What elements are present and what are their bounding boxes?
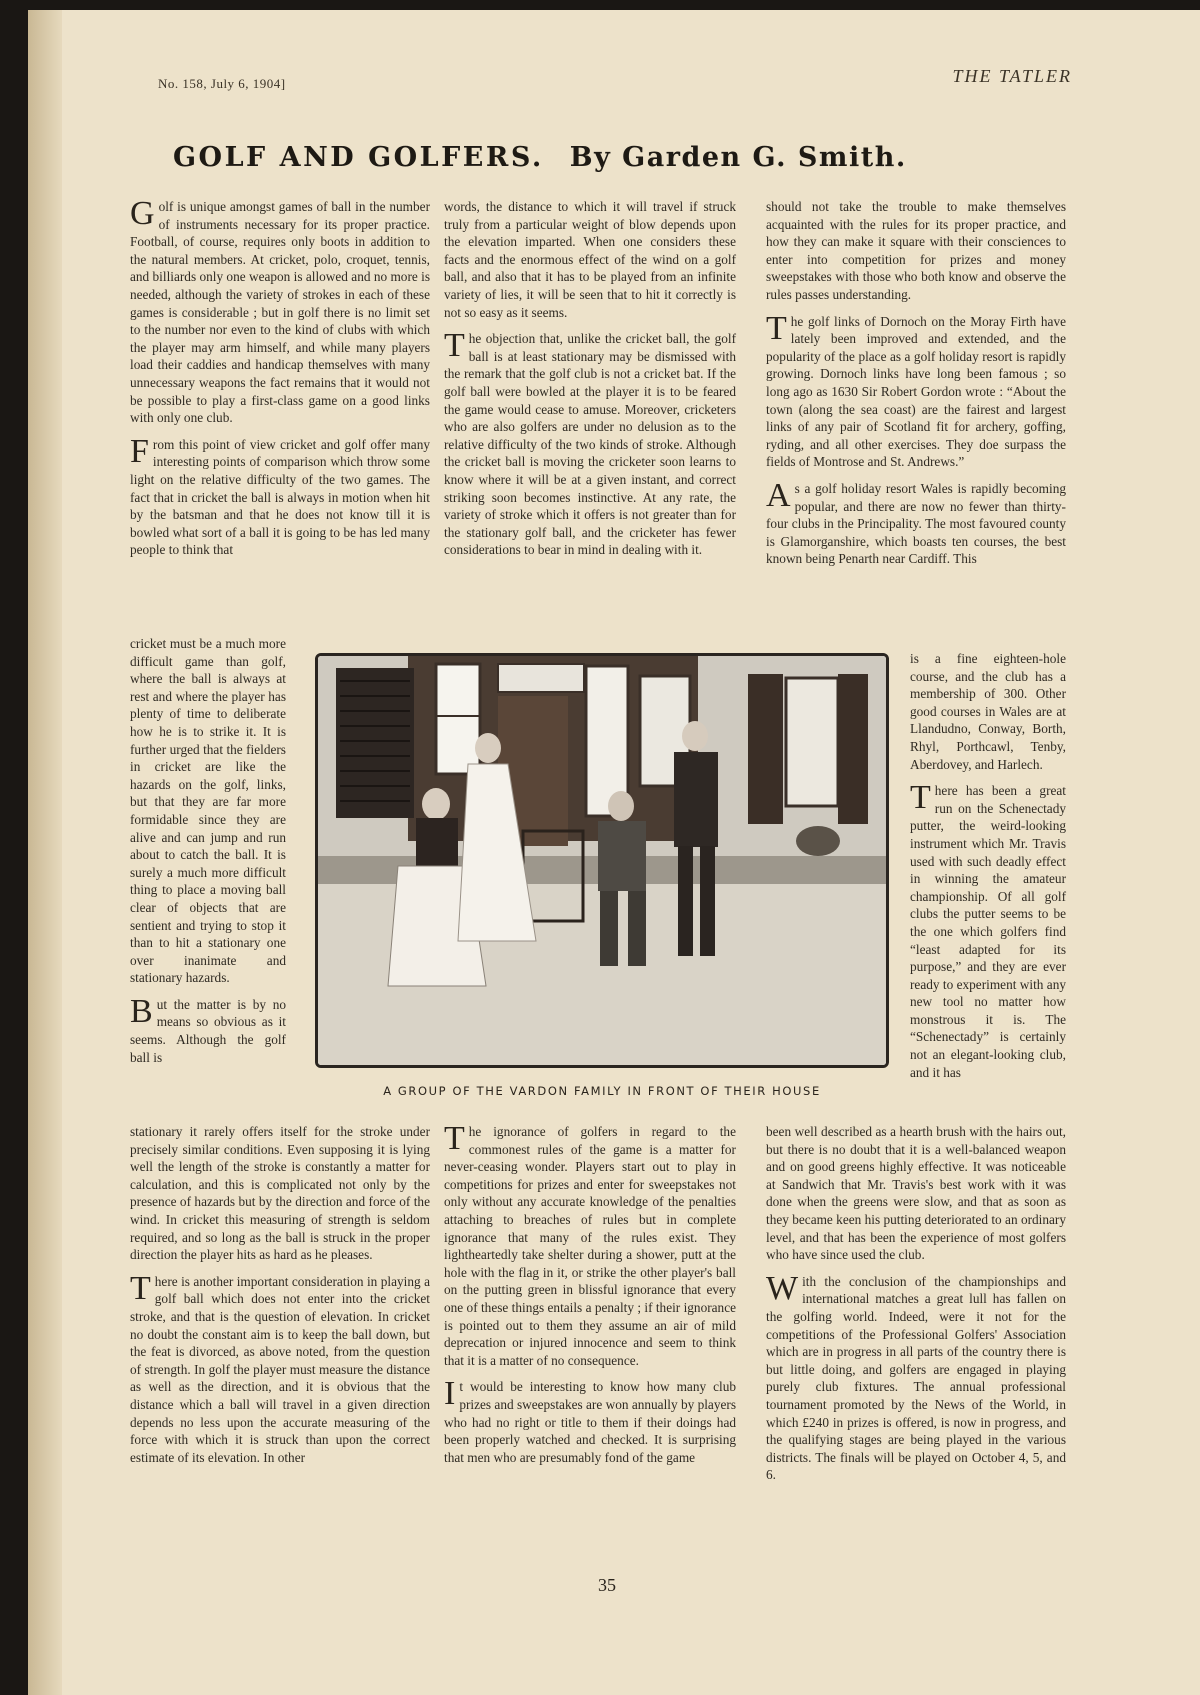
paragraph: Golf is unique amongst games of ball in the number of instruments necessary for its proper practice. Football, of course, requires only boots in addition to the natural members. At cricket, polo, croquet, tennis, and billiards only one weapon is allowed and no more is needed, although the variety of strokes in each of these games is considerable ; but in golf there is no limit set to the number nor even to the kind of clubs with which the player may arm himself, and while many players load their caddies and handicap themselves with many unnecessary weapons the fact remains that it would not be possible to play a first-class game on a good links with only one club. [130,195,430,426]
paragraph: With the conclusion of the championships and international matches a great lull has fallen on the golfing world. Indeed, were it not for the competitions of the Professional Golfers' Association which are in progress in all parts of the country there is but little doing, and golfers are engaged in playing purely club fixtures. The annual professional tournament promoted by the News of the World, in which £240 in prizes is offered, is now in progress, and the qualifying stages are being played in the various districts. The finals will be played on October 4, 5, and 6. [766,1269,1066,1483]
drop-cap: G [130,195,155,232]
article-title: GOLF AND GOLFERS. [173,142,544,173]
paragraph: The ignorance of golfers in regard to the commonest rules of the game is a matter for never-ceasing wonder. Players start out to play in competitions for prizes and enter for sweepstakes not only without any accurate knowledge of the penalties attaching to breaches of rules but in complete ignorance that many of the rules exist. They lightheartedly take shelter during a shower, putt at the hole with the flag in it, or strike the other player's ball on the putting green in blissful ignorance that every one of these things entails a penalty ; if their ignorance is pointed out to them they assume an air of mild deprecation or injured innocence and seem to think that it is a matter of no consequence. [444,1120,736,1368]
paragraph: should not take the trouble to make themselves acquainted with the rules for its proper practice, and how they can make it square with their consciences to enter into competition for prizes and money sweepstakes with those who both know and observe the rules passes understanding. [766,199,1066,302]
article-heading [173,142,1053,173]
photo-illustration [318,656,886,1065]
drop-cap: T [766,309,787,347]
paragraph: The objection that, unlike the cricket ball, the golf ball is at least stationary may be dismissed with the remark that the golf club is not a cricket bat. If the golf ball were bowled at the player it is to be feared the game would cease to amuse. Moreover, cricketers who are also golfers are under no delusion as to the relative difficulty of the two kinds of stroke. Although the cricket ball is moving the cricketer soon learns to know where it will be at a given instant, and correct striking soon becomes instinctive. At any rate, the variety of stroke which it offers is not greater than for the stationary golf ball, and the cricketer has fewer considerations to bear in mind in dealing with it. [444,327,736,558]
paragraph: is a fine eighteen-hole course, and the club has a membership of 300. Other good courses in Wales are at Llandudno, Conway, Borth, Rhyl, Porthcawl, Tenby, Aberdovey, and Harlech. [910,651,1066,772]
column-middle-bottom [444,1120,736,1475]
paragraph: From this point of view cricket and golf offer many interesting points of comparison which throw some light on the relative difficulty of the two games. The fact that in cricket the ball is always in motion when hit by the batsman and that he does not know till it is bowled what sort of a ball it is going to be has led many people to think that [130,432,430,558]
paragraph: There is another important consideration in playing a golf ball which does not enter into the cricket stroke, and that is the question of elevation. In cricket no doubt the constant aim is to keep the ball down, but the feat is divorced, as above noted, from the question of strength. In golf the player must measure the distance as well as the direction, and it is obvious that the distance which a ball will travel in a given direction depends no less upon the accurate measuring of the force with which it is struck than upon the correct estimate of its elevation. In other [130,1269,430,1465]
column-middle-top [444,198,736,568]
column-left-wrap [130,635,286,1075]
column-right-wrap [910,650,1066,1090]
drop-cap: I [444,1375,456,1413]
magazine-page [28,10,1200,1695]
paragraph: There has been a great run on the Schenectady putter, the weird-looking instrument which Mr. Travis used with such deadly effect in winning the amateur championship. Of all golf clubs the putter seems to be the one which golfers find “least adapted for its purpose,” and they are ever ready to experiment with any new tool no matter how monstrous it is. The “Schenectady” is certainly not an elegant-looking club, and it has [910,779,1066,1080]
drop-cap: T [444,1120,465,1157]
page-number: 35 [598,1575,616,1595]
issue-date: No. 158, July 6, 1904] [158,76,286,91]
drop-cap: B [130,992,153,1030]
drop-cap: T [130,1269,151,1307]
drop-cap: W [766,1269,799,1307]
publication-name: THE TATLER [952,66,1072,86]
drop-cap: A [766,476,791,514]
paragraph: cricket must be a much more difficult game than golf, where the ball is always at rest and where the player has plenty of time to deliberate how he is to strike it. It is further urged that the fielders in cricket are like the hazards on the golf, links, but that they are far more formidable since they are alive and can jump and run about to catch the ball. It is surely a much more difficult thing to place a moving ball clear of objects that are sentient and trying to stop it than to hit a stationary one over inanimate and stationary hazards. [130,636,286,986]
drop-cap: F [130,432,149,470]
paragraph: The golf links of Dornoch on the Moray Firth have lately been improved and extended, and the popularity of the place as a golf holiday resort is rapidly growing. Dornoch links have long been famous ; so long ago as 1630 Sir Robert Gordon wrote : “About the town (along the sea coast) are the fairest and largest links of any pair of Scotland fit for archery, goffing, ryding, and all other exercises. They doe surpass the fields of Montrose and St. Andrews.” [766,309,1066,470]
paragraph: But the matter is by no means so obvious as it seems. Although the golf ball is [130,992,286,1065]
drop-cap: T [910,779,931,817]
paragraph: stationary it rarely offers itself for the stroke under precisely similar conditions. Even supposing it is lying well the length of the stroke is constantly a matter for calculation, and this is complicated not only by the presence of hazards but by the direction and force of the wind. In cricket this measuring of strength is seldom required, and so long as the ball is struck in the proper direction the player hits as hard as he pleases. [130,1124,430,1263]
drop-cap: T [444,327,465,365]
paragraph: been well described as a hearth brush with the hairs out, but there is no doubt that it is a well-balanced weapon and on good greens highly effective. It was noticeable at Sandwich that Mr. Travis's best work with it was done when the greens were slow, and that as soon as they became keen his putting deteriorated to an ordinary level, and that has been the experience of most golfers who have since used the club. [766,1124,1066,1263]
article-byline: By Garden G. Smith. [569,142,907,173]
column-right-top [766,198,1066,577]
column-right-bottom [766,1123,1066,1493]
family-photograph [315,653,889,1068]
paragraph: It would be interesting to know how many club prizes and sweepstakes are won annually by players who had no right or title to them if their doings had been properly watched and checked. It is surprising that men who are presumably fond of the game [444,1375,736,1465]
photo-caption: A GROUP OF THE VARDON FAMILY IN FRONT OF THEIR HOUSE [383,1084,821,1098]
paragraph: As a golf holiday resort Wales is rapidly becoming popular, and there are now no fewer than thirty-four clubs in the Principality. The most favoured county is Glamorganshire, which boasts ten courses, the best known being Penarth near Cardiff. This [766,476,1066,567]
column-left-top [130,195,430,568]
column-left-bottom [130,1123,430,1475]
paragraph: words, the distance to which it will travel if struck truly from a particular weight of blow depends upon the elevation imparted. When one considers these facts and the enormous effect of the wind on a golf ball, and also that it has to be played from an infinite variety of lies, it will be seen that to hit it correctly is not so easy as it seems. [444,199,736,320]
